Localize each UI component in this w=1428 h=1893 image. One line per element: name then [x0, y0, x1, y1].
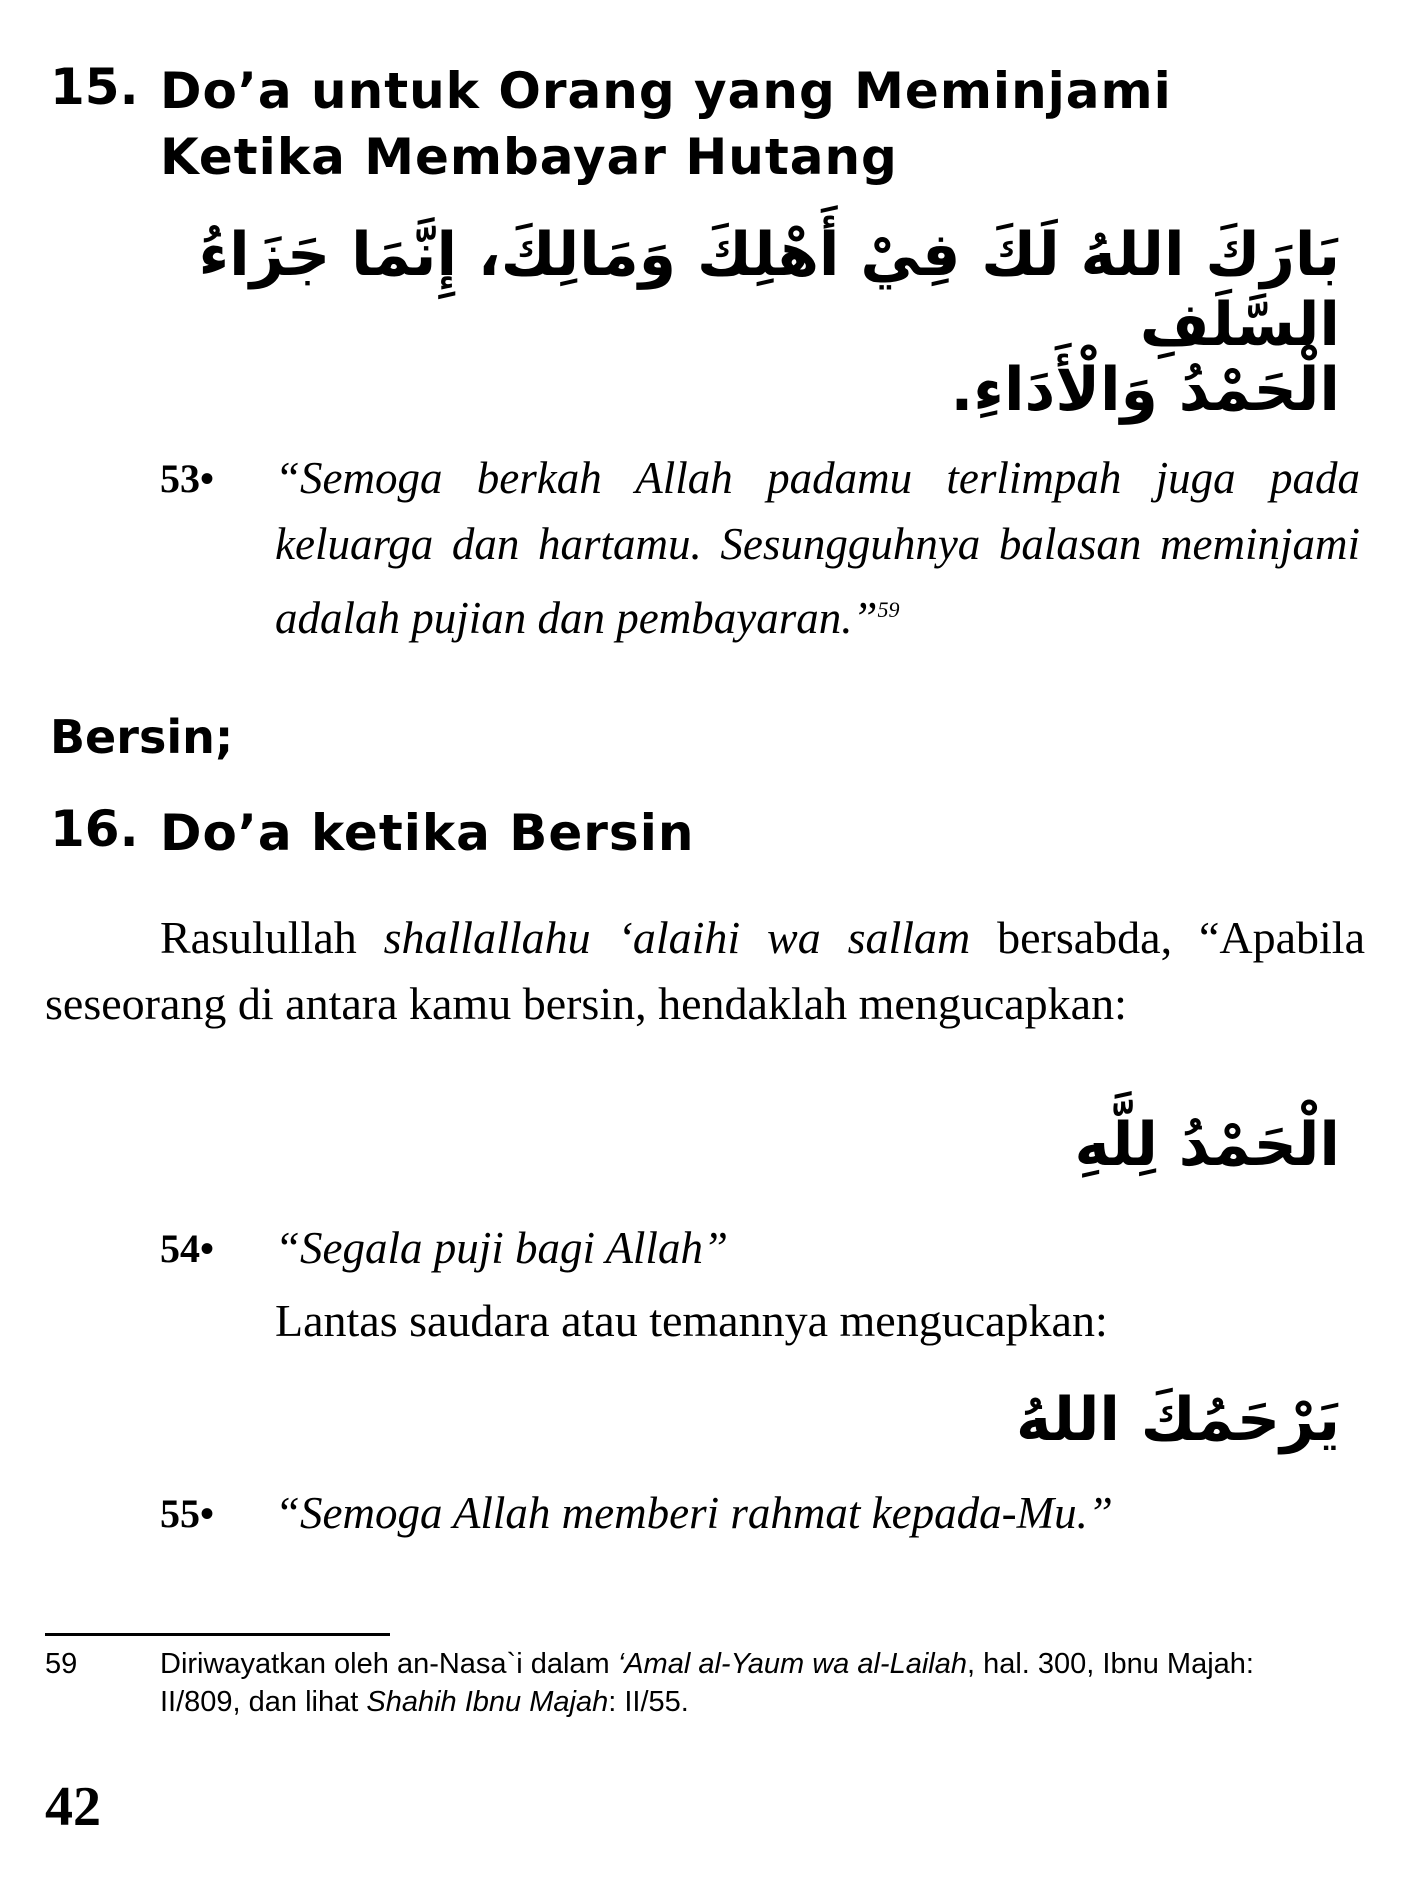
category-heading: Bersin;	[50, 710, 234, 764]
intro-paragraph	[45, 905, 1365, 1037]
dua-number-54: 54•	[160, 1226, 215, 1271]
footnote-source-title: ‘Amal al-Yaum wa al-Lailah	[617, 1648, 967, 1680]
footnote-source-title-2: Shahih Ibnu Majah	[366, 1686, 609, 1718]
dua-number-53: 53•	[160, 456, 215, 501]
reply-intro: Lantas saudara atau temannya mengucapkan:	[275, 1295, 1108, 1346]
footnote-text	[160, 1645, 1335, 1721]
footnote-text-a: Diriwayatkan oleh an-Nasa`i dalam	[160, 1648, 618, 1680]
footnote-number: 59	[45, 1648, 78, 1680]
intro-text-start: Rasulullah	[160, 912, 384, 963]
intro-text-italic: shallallahu ‘alaihi wa sallam	[383, 912, 971, 963]
dua-53-text: “Semoga berkah Allah padamu terlimpah juga pada keluarga dan hartamu. Sesungguhnya balasan meminjami adalah pujian dan pembayaran.”	[275, 453, 1360, 643]
intro-text-end: bersabda, “Apabila seseorang di antara kamu bersin, hendaklah mengucapkan:	[45, 912, 1365, 1029]
footnote-ref-59[interactable]: 59	[877, 597, 900, 622]
dua-54-translation: “Segala puji bagi Allah”	[275, 1223, 728, 1273]
dua-number-55: 55•	[160, 1491, 215, 1536]
arabic-dua-53-line-2: الْحَمْدُ وَالْأَدَاءِ.	[950, 355, 1340, 425]
footnote-divider	[45, 1633, 390, 1636]
arabic-dua-55: يَرْحَمُكَ اللهُ	[1015, 1385, 1340, 1455]
arabic-dua-53-line-1: بَارَكَ اللهُ لَكَ فِيْ أَهْلِكَ وَمَالِكَ، إِنَّمَا جَزَاءُ السَّلَفِ	[198, 220, 1340, 360]
section-16-title: Do’a ketika Bersin	[160, 804, 695, 862]
dua-53-translation	[275, 445, 1360, 651]
dua-55-translation: “Semoga Allah memberi rahmat kepada-Mu.”	[275, 1488, 1113, 1538]
page-number: 42	[45, 1776, 101, 1838]
footnote-text-b: , hal. 300, Ibnu Majah: II/809, dan lihat	[160, 1648, 1254, 1718]
section-16-number: 16.	[50, 800, 139, 858]
section-15-number: 15.	[50, 58, 139, 116]
footnote-text-c: : II/55.	[608, 1686, 689, 1718]
section-15-title: Do’a untuk Orang yang Meminjami Ketika Membayar Hutang	[160, 62, 1172, 186]
arabic-dua-54: الْحَمْدُ لِلَّهِ	[1074, 1110, 1340, 1180]
